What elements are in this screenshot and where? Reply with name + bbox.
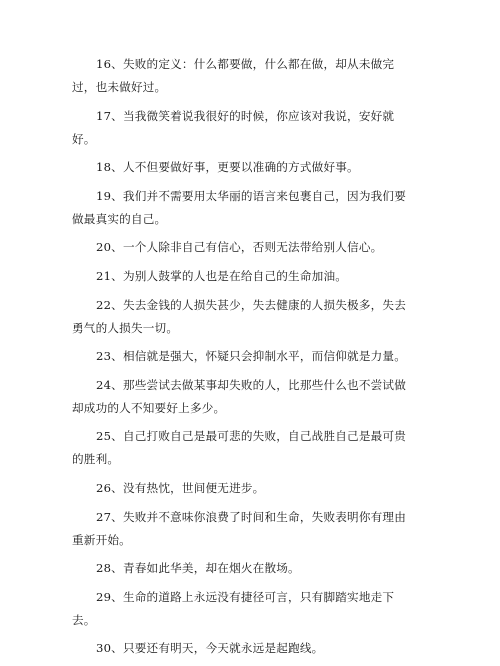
quote-item: 30、只要还有明天，今天就永远是起跑线。 <box>96 641 324 656</box>
quote-item: 26、没有热忱，世间便无进步。 <box>96 480 265 495</box>
quote-item: 20、一个人除非自己有信心，否则无法带给别人信心。 <box>96 240 383 255</box>
quote-list <box>72 53 412 666</box>
quote-item: 28、青春如此华美，却在烟火在散场。 <box>96 561 300 576</box>
quote-item: 22、失去金钱的人损失甚少，失去健康的人损失极多，失去勇气的人损失一切。 <box>72 297 406 335</box>
quote-item: 24、那些尝试去做某事却失败的人，比那些什么也不尝试做却成功的人不知要好上多少。 <box>72 377 406 415</box>
quote-item: 21、为别人鼓掌的人也是在给自己的生命加油。 <box>96 268 348 283</box>
quote-item: 25、自己打败自己是最可悲的失败，自己战胜自己是最可贵的胜利。 <box>72 429 406 467</box>
quote-item: 16、失败的定义：什么都要做，什么都在做，却从未做完过，也未做好过。 <box>72 57 395 94</box>
quote-item: 19、我们并不需要用太华丽的语言来包裹自己，因为我们要做最真实的自己。 <box>72 188 406 226</box>
quote-item: 17、当我微笑着说我很好的时候，你应该对我说，安好就好。 <box>72 108 395 146</box>
quote-item: 23、相信就是强大，怀疑只会抑制水平，而信仰就是力量。 <box>96 349 406 364</box>
quote-item: 27、失败并不意味你浪费了时间和生命，失败表明你有理由重新开始。 <box>72 509 406 547</box>
quote-item: 29、生命的道路上永远没有捷径可言，只有脚踏实地走下去。 <box>72 589 395 627</box>
quote-item: 18、人不但要做好事，更要以准确的方式做好事。 <box>96 160 359 175</box>
